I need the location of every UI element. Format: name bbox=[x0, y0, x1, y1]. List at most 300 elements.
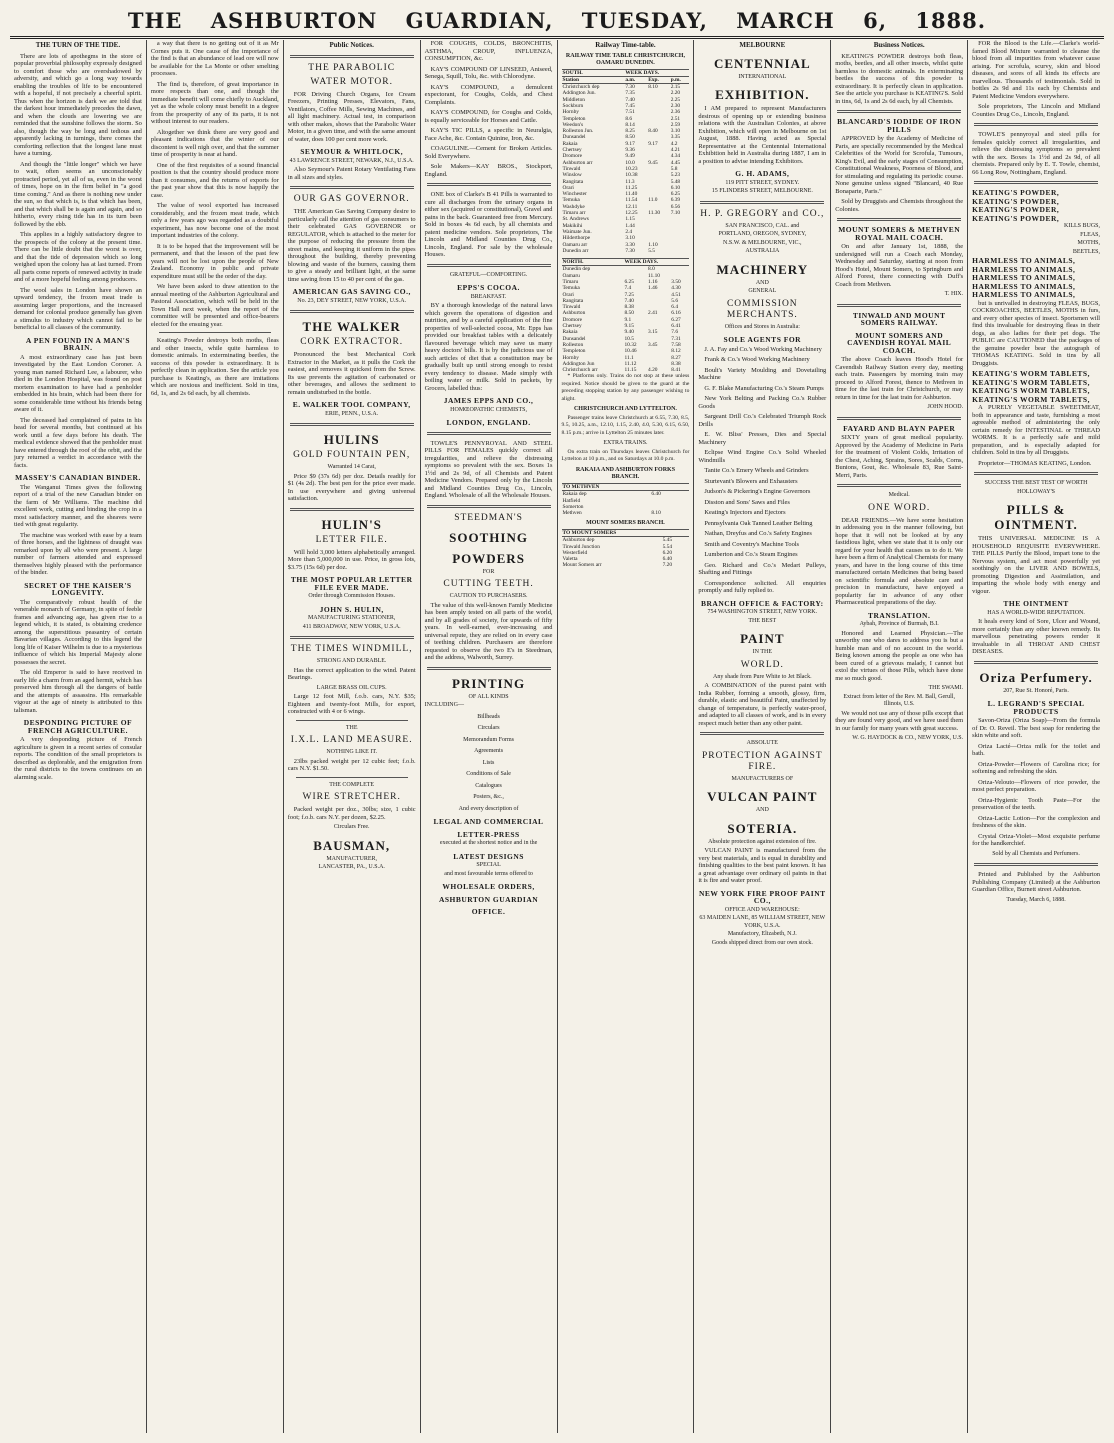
ad-text: Proprietor—THOMAS KEATING, London. bbox=[978, 459, 1092, 467]
divider bbox=[974, 863, 1098, 866]
divider bbox=[290, 423, 414, 426]
list-item: Billheads bbox=[477, 713, 500, 720]
table-cell: 2.59 bbox=[670, 121, 681, 128]
ad-note: Absolute protection against extension of fire. bbox=[708, 838, 817, 845]
paragraph: A most extraordinary case has just been investigated by the East London Coroner. A young man named Richard Lee, a labourer, who died in the London Hospital, was found on post mortem examination to have had a penholder embedded in his brain, which had been there for some considerable time without his friends being aware of it. bbox=[14, 353, 142, 413]
ad-title: KEATING'S POWDER, bbox=[972, 188, 1060, 197]
divider bbox=[974, 661, 1098, 664]
table-cell: Winslow bbox=[562, 172, 582, 179]
ad-title: KEATING'S POWDER, bbox=[972, 205, 1060, 214]
table-cell: 3.10 bbox=[670, 128, 681, 135]
ad-firm: T. HIX. bbox=[944, 291, 964, 297]
ad-address: AUSTRALIA bbox=[745, 248, 780, 254]
divider bbox=[837, 417, 961, 420]
paragraph: a way that there is no getting out of it as Mr Cornes puts it. One cause of the importance of the find is that an abundance of lead ore will now be available for the La Monte or other smelting processes. bbox=[150, 40, 279, 77]
list-item: Judson's & Pickering's Engine Governors bbox=[704, 488, 811, 495]
paragraph: The find is, therefore, of great importance in more respects than one, and though the immediate benefit will come chiefly to Auckland, yet as the whole colony must benefit in a degree from the prosperity of any of its parts, it is not without interest to our readers. bbox=[150, 80, 279, 125]
ad-text: Large 12 foot Mill, f.o.b. cars, N.Y. $35; Eighteen and twenty-foot Mills, for export, constructed with 4 or 6 wings. bbox=[287, 693, 416, 715]
divider bbox=[296, 720, 408, 721]
divider bbox=[837, 304, 961, 307]
list-item: Savon-Oriza (Oriza Soap)—From the formula of Dr. O. Reveil. The best soap for rendering the skin white and soft. bbox=[972, 717, 1100, 739]
ad-address: 119 PITT STREET, SYDNEY. bbox=[725, 179, 800, 186]
paragraph: The old Emperor is said to have received in early life a charm from an aged hermit, which has preserved him through all the dangers of battle and the attempts of assassins. His remarkable vigour at the age of ninety is attributed to this talisman. bbox=[14, 669, 142, 714]
table-cell: Tinwald bbox=[562, 304, 581, 311]
table-cell: 2.41 bbox=[648, 310, 658, 317]
table-cell: Washdyke bbox=[562, 203, 585, 210]
ad-note: HAS A WORLD-WIDE REPUTATION. bbox=[987, 609, 1085, 616]
ad-text: Honored and Learned Physician.—The unworthy one who dares to address you is but a humble man and of no account in the world. Being known among the people as one who has been cured of a grievous malady, I cannot but extol the virtues of those Pills, which have done me so much good. bbox=[835, 629, 964, 682]
ad-text: DEAR FRIENDS.—We have some hesitation in addressing you in the manner following, but hope that it will not be looked at by any fastidious light, when we state that it is only our regard for your health that causes us to do it. We have been a firm of Analytical Chemists for many years, and have in the long course of this time manufactured certain Medicines that being based on scientific formula and absolute care and precision in manufacture, have enjoyed a popularity far in advance of any other Pharmaceutical preparations of the day. bbox=[835, 516, 964, 606]
table-cell: 6.40 bbox=[662, 556, 673, 563]
table-cell: Hilderthorpe bbox=[562, 235, 591, 242]
imprint-date: Tuesday, March 6, 1888. bbox=[1006, 896, 1066, 903]
ad-title: KEATING'S WORM TABLETS, bbox=[972, 394, 1090, 404]
ad-address: LONDON, ENGLAND. bbox=[446, 418, 531, 427]
ad-text: COAGULINE.—Cement for Broken Articles. Sold Everywhere. bbox=[424, 145, 553, 160]
imprint: Printed and Published by the Ashburton Publishing Company (Limited) at the Ashburton Guardian Office, Burnett street Ashburton. bbox=[972, 871, 1100, 893]
divider bbox=[296, 777, 408, 778]
divider bbox=[427, 183, 551, 186]
table-cell: Valetta bbox=[562, 556, 578, 563]
ad-subtitle: BRANCH OFFICE & FACTORY: bbox=[700, 598, 824, 608]
table-cell: 5.5 bbox=[648, 247, 655, 254]
table-cell: 11.30 bbox=[648, 210, 661, 217]
ad-note: OFFICE AND WAREHOUSE: bbox=[724, 906, 800, 913]
paragraph: The deceased had complained of pains in his head for several months, but continued at his work until a few days before his death. The medical evidence showed that the penholder must have entered through the roof of the orbit, and the jury returned a verdict in accordance with the facts. bbox=[14, 416, 142, 469]
table-cell: 7.31 bbox=[671, 335, 681, 342]
ad-note: Aybah, Province of Burmah, B.I. bbox=[859, 621, 939, 627]
ad-note: BEETLES, bbox=[1072, 248, 1100, 255]
table-cell: 10.46 bbox=[624, 348, 637, 355]
table-cell: Dunedin arr bbox=[562, 247, 589, 254]
ad-address: LANCASTER, PA., U.S.A. bbox=[318, 864, 385, 870]
table-header: p.m. bbox=[670, 76, 690, 83]
divider bbox=[700, 732, 824, 735]
divider bbox=[290, 636, 414, 639]
table-cell: 5.48 bbox=[670, 178, 681, 185]
ad-text: Sole Makers—KAY BROS., Stockport, England. bbox=[424, 163, 553, 178]
paragraph: This applies in a highly satisfactory degree to the prospects of the colony at the present time. There can be little doubt that the worst is over, and that the tide of depression which so long weighed upon the colony has at last turned. From all parts come reports of renewed activity in trade and of a more hopeful feeling among producers. bbox=[14, 231, 142, 283]
table-cell: Orari bbox=[562, 184, 574, 191]
table-cell: Dromore bbox=[562, 316, 582, 323]
timetable-note: * Platforms only. Trains do not stop at these unless required. Notice should be given to the guard at the preceding stopping station by any passenger wishing to alight. bbox=[561, 373, 690, 402]
ad-text: THE American Gas Saving Company desire to particularly call the attention of gas consumers to their celebrated GAS GOVERNOR or REGULATOR, which is attached to the meter for the purpose of reducing the pressure from the street mains, and keeping it uniform in the pipes throughout the building, thereby preventing blowing and waste of the burners, causing them to give a steady and brilliant light, at the same time saving from 15 to 40 per cent of the gas. bbox=[287, 208, 416, 283]
table-cell: 6.56 bbox=[670, 203, 681, 210]
ad-title: FAYARD AND BLAYN PAPER bbox=[843, 423, 956, 433]
table-cell: 4.34 bbox=[670, 153, 681, 160]
table-cell: 3.50 bbox=[671, 279, 681, 285]
timetable-title: MOUNT SOMERS BRANCH. bbox=[586, 520, 665, 527]
table-cell: 9.1 bbox=[624, 316, 632, 323]
ad-title: PAINT bbox=[740, 631, 785, 646]
table-cell: Dunsandel bbox=[562, 134, 586, 141]
table-cell: 4.45 bbox=[670, 159, 681, 166]
table-cell: Templeton bbox=[562, 348, 586, 355]
ad-address: 754 WASHINGTON STREET, NEW YORK. bbox=[707, 609, 818, 615]
table-cell: Winchester bbox=[562, 191, 587, 198]
table-cell: 2.20 bbox=[670, 90, 681, 97]
paragraph: The machine was worked with ease by a team of three horses, and the lightness of draught was remarked upon by all who were present. A large number of farmers attended and expressed themselves highly pleased with the performance of the binder. bbox=[14, 531, 142, 576]
ad-firm: E. WALKER TOOL COMPANY, bbox=[292, 400, 411, 409]
ad-note: Extract from letter of the Rev. M. Ball, Gerull, Illinois, U.S. bbox=[843, 693, 955, 707]
table-cell: 6.39 bbox=[670, 197, 681, 204]
ad-note: GRATEFUL—COMFORTING. bbox=[449, 271, 528, 278]
table-cell: Temuka bbox=[562, 285, 580, 292]
table-row bbox=[562, 172, 690, 178]
ad-note: LARGE BRASS OIL CUPS. bbox=[316, 684, 387, 691]
list-item: Lumberton and Co.'s Steam Engines bbox=[704, 551, 798, 558]
divider bbox=[974, 472, 1098, 475]
table-cell: Rolleston Jun. bbox=[562, 128, 594, 135]
ad-note: MANUFACTURERS OF bbox=[731, 775, 794, 782]
table-cell: 11.54 bbox=[625, 197, 638, 204]
ad-text: SIXTY years of great medical popularity. Approved by the Academy of Medicine in Paris for the treatment of Violent Colds, Irritation of the Chest, Aching, Sprains, Sores, Scalds, Corns, Bunions, Gout, &c. Wholesale 83, Rue Saint-Merri, Paris. bbox=[835, 434, 964, 479]
ad-note: Sold by all Chemists and Perfumers. bbox=[992, 850, 1080, 857]
ad-text: It heals every kind of Sore, Ulcer and Wound, more certainly than any other known remedy. Its marvellous penetrating powers render it invaluable in all THROAT AND CHEST DISEASES. bbox=[972, 618, 1100, 655]
table-cell: 8.10 bbox=[648, 84, 658, 91]
table-header: TO MOUNT SOMERS bbox=[562, 529, 690, 536]
table-cell: Chertsey bbox=[562, 323, 582, 330]
ad-title: SOTERIA. bbox=[727, 820, 798, 836]
table-cell: 6.25 bbox=[670, 191, 681, 198]
table-cell: 4.21 bbox=[670, 147, 681, 154]
table-cell: 5.45 bbox=[662, 537, 673, 544]
article-heading: SECRET OF THE KAISER'S LONGEVITY. bbox=[24, 580, 132, 597]
table-header: Station bbox=[562, 76, 625, 83]
table-row bbox=[562, 537, 690, 544]
timetable-title: RAILWAY TIME TABLE CHRISTCHURCH, OAMARU DUNEDIN. bbox=[565, 52, 685, 66]
ad-note: SUCCESS THE BEST TEST OF WORTH bbox=[984, 480, 1088, 486]
ad-address: 207, Rue St. Honoré, Paris. bbox=[1003, 687, 1069, 694]
table-cell: 8.10 bbox=[651, 510, 661, 517]
table-cell: 6.20 bbox=[662, 549, 673, 556]
list-item: Posters, &c., bbox=[473, 794, 504, 800]
table-cell: 3.30 bbox=[625, 241, 635, 248]
table-header: SOUTH. bbox=[562, 69, 625, 76]
ad-subtitle: THE OINTMENT bbox=[1003, 599, 1069, 608]
table-cell: 4.2 bbox=[670, 140, 678, 147]
table-row bbox=[562, 179, 690, 185]
table-cell: 3.45 bbox=[648, 341, 658, 348]
divider bbox=[427, 505, 551, 508]
table-header: Exp. bbox=[647, 76, 669, 83]
divider bbox=[837, 110, 961, 113]
timetable-mount-somers bbox=[562, 529, 690, 569]
ad-text: We would not use any of those pills except that they are found very good, and we have used them in our family for many years with great success. bbox=[835, 709, 964, 732]
table-cell: Templeton bbox=[562, 115, 586, 122]
ad-title: EXHIBITION. bbox=[715, 87, 810, 102]
ad-note: FLEAS, bbox=[1080, 231, 1100, 238]
table-cell: 8.38 bbox=[624, 304, 634, 311]
ad-title: HARMLESS TO ANIMALS, bbox=[972, 281, 1076, 291]
ad-note: IN THE bbox=[752, 649, 772, 655]
table-cell: 6.40 bbox=[651, 491, 661, 498]
table-cell: 7.30 bbox=[625, 247, 635, 254]
table-cell: 1.46 bbox=[648, 285, 658, 292]
list-item: Lists bbox=[482, 759, 495, 766]
table-cell bbox=[670, 266, 689, 273]
list-item: New York Belting and Packing Co.'s Rubber Goods bbox=[698, 395, 827, 410]
table-cell: Temuka bbox=[562, 197, 580, 204]
ad-text: Sold by Druggists and Chemists throughout the Colonies. bbox=[835, 198, 964, 213]
paragraph: We have been asked to draw attention to the annual meeting of the Ashburton Agricultural and Pastoral Association, which will be held in the Town Hall next week, when the report of the committee will be presented and office-bearers elected for the ensuing year. bbox=[150, 283, 279, 328]
divider bbox=[974, 123, 1098, 126]
ad-text: I AM prepared to represent Manufacturers desirous of opening up or extending business relations with the Australian Colonies, at above Exhibition, which will open in Melbourne on 1st August, 1888. Having acted as Special Representative at the Centennial International Exhibition held in Australia during 1887, I am in a position to advise intending Exhibitors. bbox=[698, 105, 827, 165]
ad-text: Has the correct application to the wind. Patent Bearings. bbox=[287, 666, 416, 681]
oriza-list bbox=[972, 717, 1100, 848]
table-cell: 6.25 bbox=[624, 279, 634, 285]
ad-title: HARMLESS TO ANIMALS, bbox=[972, 290, 1076, 299]
list-item: Nathan, Dreyfus and Co.'s Safety Engines bbox=[704, 530, 812, 537]
list-item: Memorandum Forms bbox=[463, 736, 514, 743]
column-3 bbox=[284, 40, 421, 1433]
ad-firm: JOHN S. HULIN, bbox=[319, 604, 384, 614]
masthead-word: GUARDIAN, bbox=[405, 8, 554, 33]
ad-subtitle: L. LEGRAND'S SPECIAL PRODUCTS bbox=[987, 699, 1085, 716]
table-cell bbox=[623, 266, 647, 273]
list-item: Oriza-Velouto—Flowers of rice powder, the most perfect preparation. bbox=[972, 778, 1100, 793]
table-cell: Dunedin dep bbox=[562, 266, 591, 273]
table-row bbox=[562, 562, 690, 568]
table-cell: Timaru bbox=[562, 279, 579, 285]
ad-text: The above Coach leaves Hood's Hotel for Cavendish Railway Station every day, meeting each train. Passengers by morning train may proceed to Alford Forest, thence to Methven in time for the last train for Christchurch, or may return in time for the last train for Ashburton. bbox=[835, 356, 964, 401]
ad-title: TINWALD AND MOUNT SOMERS RAILWAY. bbox=[852, 310, 946, 327]
ad-note: Offices and Stores in Australia: bbox=[724, 323, 800, 330]
ad-text: FOR the Blood is the Life.—Clarke's world-famed Blood Mixture warranted to cleanse the blood from all impurities from whatever cause arising. For scrofula, scurvy, skin and blood diseases, and sores of all kinds its effects are marvellous. Thousands of testimonials. Sold in bottles 2s 9d and 11s each by Chemists and Patent Medicine Vendors everywhere. bbox=[972, 40, 1100, 100]
table-cell: Ashburton bbox=[562, 310, 586, 317]
table-cell: Addington Jun bbox=[562, 360, 595, 367]
article-heading: A PEN FOUND IN A MAN'S BRAIN. bbox=[25, 335, 130, 352]
ad-address: 411 BROADWAY, NEW YORK, U.S.A. bbox=[302, 623, 401, 630]
ad-text: Sole proprietors, The Lincoln and Midland Counties Drug Co., Lincoln, England. bbox=[972, 103, 1100, 118]
ad-title: HULINS bbox=[323, 432, 380, 447]
table-cell: Middleton bbox=[562, 96, 585, 103]
section-heading: Public Notices. bbox=[329, 41, 374, 49]
table-cell: Oamaru arr bbox=[562, 241, 588, 248]
ad-title: BLANCARD'S IODIDE OF IRON PILLS bbox=[837, 117, 962, 134]
table-cell: 1.44 bbox=[625, 222, 635, 229]
table-cell: 9.15 bbox=[624, 323, 634, 330]
section-heading: MELBOURNE bbox=[739, 41, 786, 49]
table-cell: 11.1 bbox=[624, 354, 634, 361]
table-cell: 11.10 bbox=[648, 272, 660, 279]
list-item: Conditions of Sale bbox=[466, 771, 511, 777]
table-cell: 7.4 bbox=[624, 285, 632, 292]
timetable-title: CHRISTCHURCH AND LYTTELTON. bbox=[573, 406, 677, 413]
table-cell: 5.8 bbox=[670, 165, 678, 172]
column-5 bbox=[558, 40, 695, 1433]
ad-text: Also Seymour's Patent Rotary Ventilating Fans in all sizes and styles. bbox=[287, 166, 416, 181]
section-heading: Business Notices. bbox=[873, 41, 925, 49]
table-cell: 8.27 bbox=[671, 354, 681, 361]
ad-note: ABSOLUTE bbox=[746, 740, 778, 746]
paragraph: A very desponding picture of French agriculture is given in a recent series of consular reports. The condition of the small proprietors is described as deplorable, and the emigration from the rural districts to the towns continues on an alarming scale. bbox=[14, 736, 142, 781]
list-item: Oriza-Lactic Lotion—For the complexion and freshness of the skin. bbox=[972, 814, 1100, 829]
table-cell: Rangitata bbox=[562, 297, 584, 304]
ad-note: HOLLOWAY'S bbox=[1017, 488, 1055, 495]
table-row bbox=[562, 90, 690, 96]
list-item: Tanite Co.'s Emery Wheels and Grinders bbox=[704, 467, 809, 474]
list-item: Oriza-Hygienic Tooth Paste—For the preservation of the teeth. bbox=[972, 796, 1100, 811]
table-cell: 5.54 bbox=[662, 543, 673, 550]
ad-note: FOR bbox=[482, 568, 495, 575]
table-cell: 4.51 bbox=[671, 291, 681, 298]
ad-text: THIS UNIVERSAL MEDICINE IS A HOUSEHOLD REQUISITE EVERYWHERE. THE PILLS Purify the Blood, impart tone to the Nervous system, and act most powerfully yet soothingly on the LIVER AND BOWELS, promoting Digestion and Assimilation, and imparting the whole body with energy and vigour. bbox=[972, 535, 1100, 595]
table-cell: Dromore bbox=[562, 153, 582, 160]
table-cell: 7.6 bbox=[671, 329, 679, 336]
ad-title: WORLD. bbox=[740, 659, 784, 670]
column-2 bbox=[147, 40, 284, 1433]
table-cell: Waimate Jun. bbox=[562, 228, 592, 235]
table-cell: Chertsey bbox=[562, 147, 582, 154]
table-cell: 3.35 bbox=[670, 134, 681, 141]
table-cell: 7.25 bbox=[624, 291, 634, 298]
table-cell: Hornby bbox=[562, 109, 579, 116]
table-cell: 1.15 bbox=[625, 216, 635, 223]
timetable-subtitle: EXTRA TRAINS. bbox=[603, 440, 648, 447]
ad-title: THE PARABOLIC bbox=[308, 62, 396, 73]
table-cell: 1.10 bbox=[648, 241, 658, 248]
divider bbox=[290, 508, 414, 511]
table-cell: 11.3 bbox=[625, 178, 635, 185]
ad-text: Price $9 (37s 6d) per doz. Details readily for $1 (4s 2d). The best pen for the price ever made. In use everywhere and giving universal satisfaction. bbox=[287, 472, 416, 502]
ad-title: HARMLESS TO ANIMALS, bbox=[972, 264, 1076, 274]
ad-note: SPECIAL bbox=[476, 862, 501, 868]
table-cell: 2.36 bbox=[670, 109, 681, 116]
table-cell: 2.4 bbox=[625, 228, 633, 235]
ad-title: STEEDMAN'S bbox=[454, 512, 523, 523]
ad-text: TOWLE'S PENNYROYAL AND STEEL PILLS FOR FEMALES quickly correct all irregularities, and relieve the distressing symptoms so prevalent with the sex. Boxes 1s 1½d and 2s 9d, of all Chemists and Patent Medicine Vendors. Prepared only by the Lincoln and Midland Counties Drug Co., Lincoln, England. Wholesale of all the Wholesale Houses. bbox=[424, 439, 553, 499]
list-item: G. F. Blake Manufacturing Co.'s Steam Pumps bbox=[704, 384, 824, 392]
ad-firm: ASHBURTON GUARDIAN bbox=[438, 894, 539, 904]
ad-title: EPPS'S COCOA. bbox=[457, 283, 520, 292]
list-item: Keating's Injectors and Ejectors bbox=[704, 509, 786, 516]
table-row bbox=[562, 84, 690, 91]
table-cell: Makikihi bbox=[562, 222, 583, 229]
ad-note: THE bbox=[345, 724, 358, 731]
article-heading: MASSEY'S CANADIAN BINDER. bbox=[15, 473, 141, 482]
ad-address: 15 FLINDERS STREET, MELBOURNE. bbox=[711, 188, 813, 194]
table-cell: Rangitata bbox=[562, 178, 584, 185]
section-heading: Medical. bbox=[888, 492, 910, 498]
ad-subtitle: Warranted 14 Carat, bbox=[327, 464, 376, 470]
timetable-north bbox=[562, 258, 690, 373]
ad-subtitle: SOLE AGENTS FOR bbox=[723, 335, 802, 344]
ad-note: MOTHS, bbox=[1077, 240, 1100, 246]
table-cell: Westerfield bbox=[562, 549, 588, 556]
divider bbox=[290, 186, 414, 189]
table-cell: 9.17 bbox=[648, 140, 658, 147]
list-item: Catalogues bbox=[475, 782, 502, 789]
list-item: Oriza-Powder—Flowers of Carolina rice; for softening and refreshing the skin. bbox=[972, 760, 1100, 775]
article-heading: DESPONDING PICTURE OF FRENCH AGRICULTURE. bbox=[23, 718, 133, 735]
table-cell: 8.0 bbox=[648, 266, 655, 273]
divider bbox=[290, 55, 414, 58]
ad-firm: SEYMOUR & WHITLOCK, bbox=[300, 147, 404, 156]
ad-address: 43 LAWRENCE STREET, NEWARK, N.J., U.S.A. bbox=[289, 157, 414, 164]
ad-firm: NEW YORK FIRE PROOF PAINT CO., bbox=[698, 888, 826, 905]
masthead-word: MARCH bbox=[736, 8, 835, 33]
table-cell: Dunsandel bbox=[562, 335, 586, 342]
paragraph: The wool sales in London have shown an upward tendency, the frozen meat trade is assuming larger proportions, and the increased demand for colonial produce generally has given a stimulus to industry which cannot fail to be beneficial to all classes of the community. bbox=[14, 286, 142, 331]
ad-text: TOWLE'S pennyroyal and steel pills for females quickly correct all irregularities, and relieve the distressing symptoms so prevalent with the sex. Boxes 1s 1½d and 2s 9d, of all chemists. Prepared only by E. T. Towle, chemist, 66 Long Row, Nottingham, England. bbox=[972, 131, 1100, 176]
ad-address: 63 MAIDEN LANE, 85 WILLIAM STREET, NEW YORK, U.S.A. bbox=[699, 915, 826, 929]
table-cell: Ashburton dep bbox=[562, 537, 595, 544]
ad-title: LETTER FILE. bbox=[315, 534, 388, 545]
paragraph: One of the first requisites of a sound financial position is that the country should produce more than it consumes, and the returns of exports for the past year show that this is now happily the case. bbox=[150, 161, 279, 199]
ad-note: AND bbox=[755, 279, 769, 286]
ad-text: APPROVED by the Academy of Medicine of Paris, are specially recommended by the Medical Celebrities of the World for Scrofula, Tumours, King's Evil, and the early stages of Consumption, Constitutional Weakness, Poorness of Blood, and for stimulating and regulating its periodic course. None genuine unless signed "Blancard, 40 Rue Bonaparte, Paris." bbox=[835, 135, 964, 195]
agents-list bbox=[698, 346, 826, 577]
ad-note: GENERAL bbox=[748, 288, 777, 294]
paragraph: There are lots of apothegms in the store of popular proverbial philosophy expressly designed to comfort those who are overshadowed by adversity, and which go a long way towards enabling the troubles of life to be encountered with a hopeful, if not precisely a cheerful spirit. Thus when the horizon is dark we are told that the darkest hour immediately precedes the dawn, and when the clouds are lowering we are reminded that the sunshine follows the storm. So also, though the way be long and tedious and apparently lacking in turnings, there comes the comforting reflection that the longest lane must have a turning. bbox=[14, 52, 142, 157]
table-cell: 10.23 bbox=[625, 165, 638, 172]
timetable-text: On extra train on Thursdays leaves Christchurch for Lyttelton at 10 p.m., and on Saturdays at 10.0 p.m. bbox=[561, 448, 690, 463]
table-cell: 2.51 bbox=[670, 115, 681, 122]
section-heading: Railway Time-table. bbox=[595, 41, 656, 49]
list-item: Eclipse Wind Engine Co.'s Solid Wheeled Windmills bbox=[698, 449, 827, 464]
table-cell: Tinwald Junction bbox=[562, 543, 600, 550]
ad-title: PRINTING bbox=[452, 675, 526, 691]
ad-title: THE TIMES WINDMILL, bbox=[290, 644, 413, 654]
divider bbox=[427, 432, 551, 435]
table-cell: Rakaia bbox=[562, 140, 578, 147]
table-cell: 7.30 bbox=[625, 84, 635, 91]
ad-title: CENTENNIAL bbox=[713, 55, 811, 71]
column-4 bbox=[421, 40, 558, 1433]
table-row bbox=[562, 134, 690, 140]
table-cell: Hatfield bbox=[562, 497, 581, 504]
ad-subtitle: NOTHING LIKE IT. bbox=[326, 749, 378, 755]
list-item: Frank & Co.'s Wood Working Machinery bbox=[704, 356, 810, 363]
ad-text: KAY'S COMPOUND, a demulcent expectorant, for Coughs, Colds, and Chest Complaints. bbox=[424, 83, 553, 106]
ad-subtitle: THE MOST POPULAR LETTER FILE EVER MADE. bbox=[290, 575, 413, 592]
ad-note: MANUFACTURER, bbox=[326, 855, 378, 862]
paragraph: It is to be hoped that the improvement will be permanent, and that the lesson of the past few years will not be lost upon the people of New Zealand. Economy in public and private expenditure must still be the order of the day. bbox=[150, 242, 279, 280]
ad-title: KEATING'S WORM TABLETS, bbox=[972, 386, 1090, 395]
column-7 bbox=[831, 40, 968, 1433]
table-cell: 9.49 bbox=[625, 153, 635, 160]
paragraph: Altogether we think there are very good and pleasant indications that the winter of our discontent is well nigh over, and that the summer time of prosperity is near at hand. bbox=[150, 128, 279, 158]
table-cell: Christchurch arr bbox=[562, 367, 598, 374]
ad-firm: G. H. ADAMS, bbox=[735, 169, 790, 178]
column-8 bbox=[968, 40, 1104, 1433]
ad-note: Any shade from Pure White to Jet Black. bbox=[713, 673, 812, 680]
table-cell: Hornby bbox=[562, 354, 579, 361]
ad-title: VULCAN PAINT bbox=[707, 789, 818, 804]
table-header: TO METHVEN bbox=[562, 483, 690, 490]
table-cell: 2.30 bbox=[670, 102, 681, 109]
ad-subtitle: BREAKFAST. bbox=[470, 293, 507, 300]
ad-title: WATER MOTOR. bbox=[310, 76, 393, 87]
ad-note: MANUFACTURING STATIONER, bbox=[307, 615, 396, 621]
table-cell: 8.50 bbox=[625, 134, 635, 141]
ad-text: BY a thorough knowledge of the natural laws which govern the operations of digestion and nutrition, and by a careful application of the fine properties of well-selected cocoa, Mr. Epps has provided our breakfast tables with a delicately flavoured beverage which may save us many heavy doctors' bills. It is by the judicious use of such articles of diet that a constitution may be gradually built up until strong enough to resist every tendency to disease. Made simply with boiling water or milk. Sold in packets, by Grocers, labelled thus: bbox=[424, 302, 553, 392]
divider bbox=[159, 332, 271, 333]
table-cell: 1.16 bbox=[648, 279, 658, 285]
divider bbox=[974, 181, 1098, 184]
ad-firm: BAUSMAN, bbox=[313, 837, 391, 853]
list-item: Smith and Coventry's Machine Tools bbox=[704, 540, 800, 548]
ad-subtitle: CAUTION TO PURCHASERS. bbox=[449, 593, 528, 599]
table-cell: 4.20 bbox=[648, 367, 658, 374]
ad-note: And every description of bbox=[458, 805, 519, 812]
ad-title: KEATING'S WORM TABLETS, bbox=[972, 377, 1090, 387]
table-cell: 10.32 bbox=[624, 341, 637, 348]
table-cell: 7.40 bbox=[624, 297, 634, 304]
divider bbox=[427, 667, 551, 670]
ad-note: Circulars Free. bbox=[333, 824, 370, 830]
